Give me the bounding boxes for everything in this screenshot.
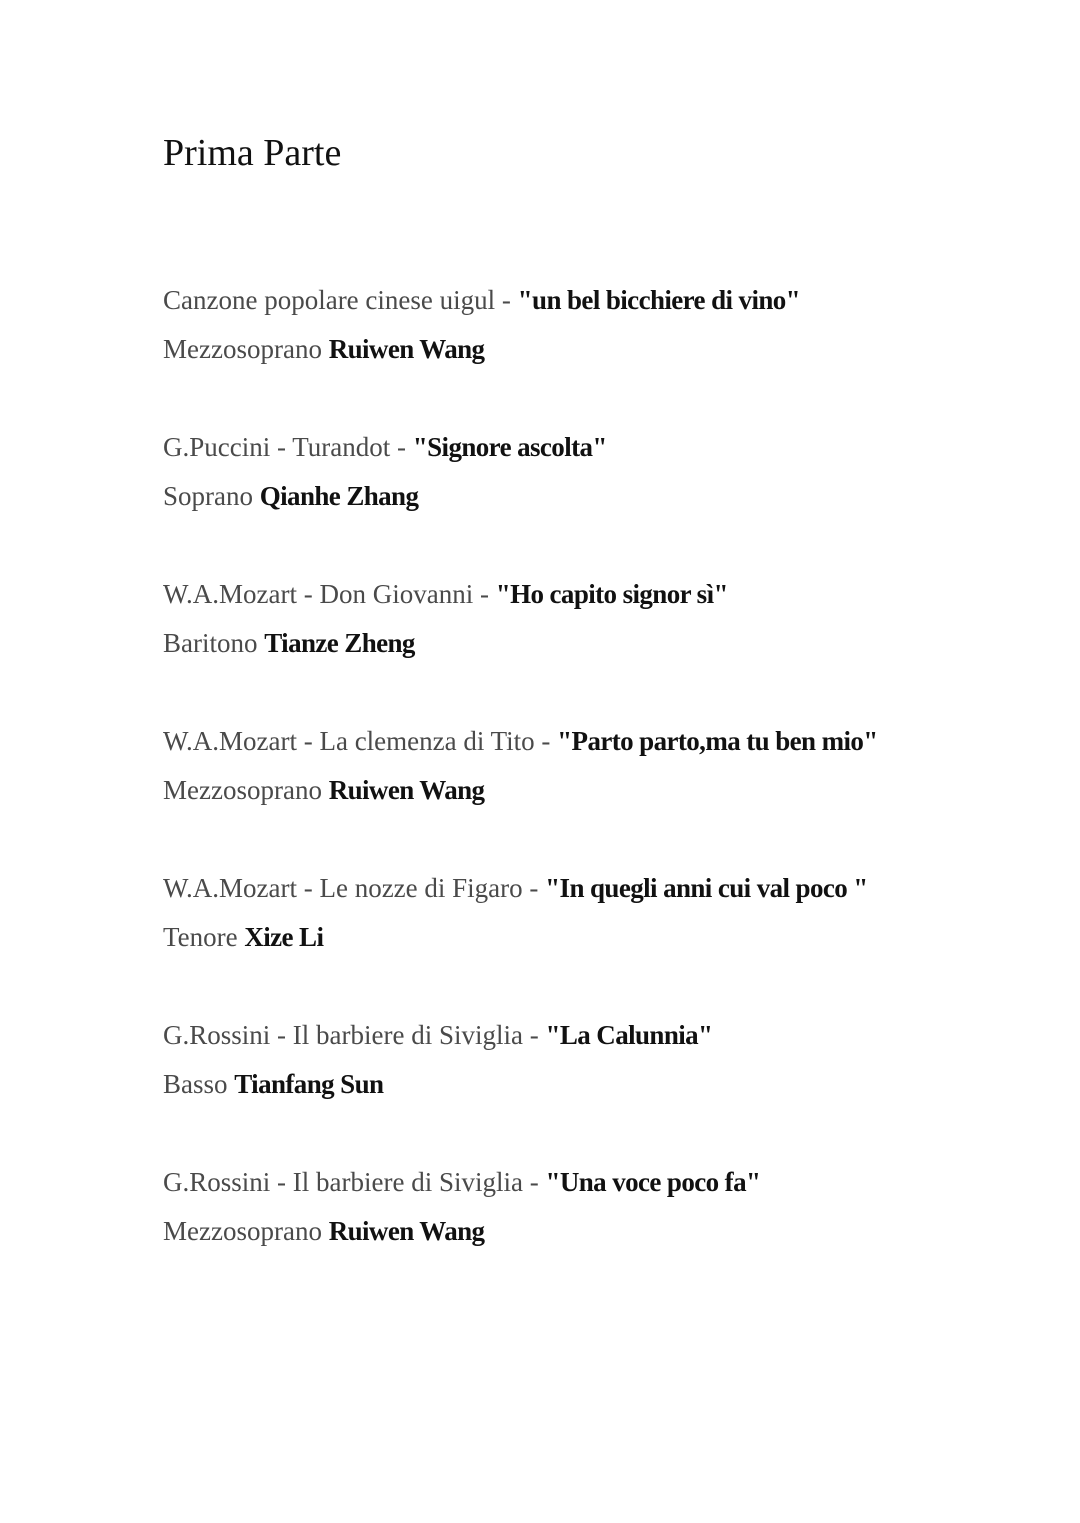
work-line — [163, 717, 1043, 766]
voice-type: Mezzosoprano — [163, 1216, 329, 1246]
performer-line — [163, 619, 1043, 668]
work-line — [163, 423, 1043, 472]
performer-line — [163, 766, 1043, 815]
composer-work: W.A.Mozart - Don Giovanni - — [163, 579, 496, 609]
composer-work: G.Rossini - Il barbiere di Siviglia - — [163, 1020, 546, 1050]
voice-type: Baritono — [163, 628, 265, 658]
performer-name: Ruiwen Wang — [328, 1216, 485, 1246]
program-entry-4 — [163, 717, 1043, 864]
piece-title: "Signore ascolta" — [412, 432, 607, 462]
program-list — [163, 276, 1043, 1305]
program-entry-7 — [163, 1158, 1043, 1305]
performer-name: Xize Li — [244, 922, 324, 952]
voice-type: Tenore — [163, 922, 245, 952]
performer-line — [163, 913, 1043, 962]
work-line — [163, 276, 1043, 325]
composer-work: Canzone popolare cinese uigul - — [163, 285, 518, 315]
piece-title: "un bel bicchiere di vino" — [517, 285, 801, 315]
program-entry-3 — [163, 570, 1043, 717]
performer-line — [163, 1060, 1043, 1109]
piece-title: "Parto parto,ma tu ben mio" — [557, 726, 878, 756]
performer-name: Ruiwen Wang — [328, 775, 485, 805]
voice-type: Mezzosoprano — [163, 334, 329, 364]
voice-type: Mezzosoprano — [163, 775, 329, 805]
performer-line — [163, 472, 1043, 521]
voice-type: Soprano — [163, 481, 260, 511]
performer-name: Ruiwen Wang — [328, 334, 485, 364]
composer-work: W.A.Mozart - Le nozze di Figaro - — [163, 873, 546, 903]
work-line — [163, 570, 1043, 619]
composer-work: G.Rossini - Il barbiere di Siviglia - — [163, 1167, 546, 1197]
program-entry-6 — [163, 1011, 1043, 1158]
program-entry-5 — [163, 864, 1043, 1011]
work-line — [163, 1158, 1043, 1207]
piece-title: "In quegli anni cui val poco " — [545, 873, 868, 903]
composer-work: W.A.Mozart - La clemenza di Tito - — [163, 726, 558, 756]
performer-name: Tianze Zheng — [264, 628, 415, 658]
program-entry-1 — [163, 276, 1043, 423]
performer-line — [163, 325, 1043, 374]
composer-work: G.Puccini - Turandot - — [163, 432, 413, 462]
section-title: Prima Parte — [163, 132, 342, 174]
performer-name: Tianfang Sun — [234, 1069, 384, 1099]
voice-type: Basso — [163, 1069, 235, 1099]
performer-line — [163, 1207, 1043, 1256]
work-line — [163, 864, 1043, 913]
piece-title: "La Calunnia" — [545, 1020, 713, 1050]
program-entry-2 — [163, 423, 1043, 570]
piece-title: "Ho capito signor sì" — [495, 579, 728, 609]
performer-name: Qianhe Zhang — [259, 481, 419, 511]
piece-title: "Una voce poco fa" — [545, 1167, 761, 1197]
work-line — [163, 1011, 1043, 1060]
